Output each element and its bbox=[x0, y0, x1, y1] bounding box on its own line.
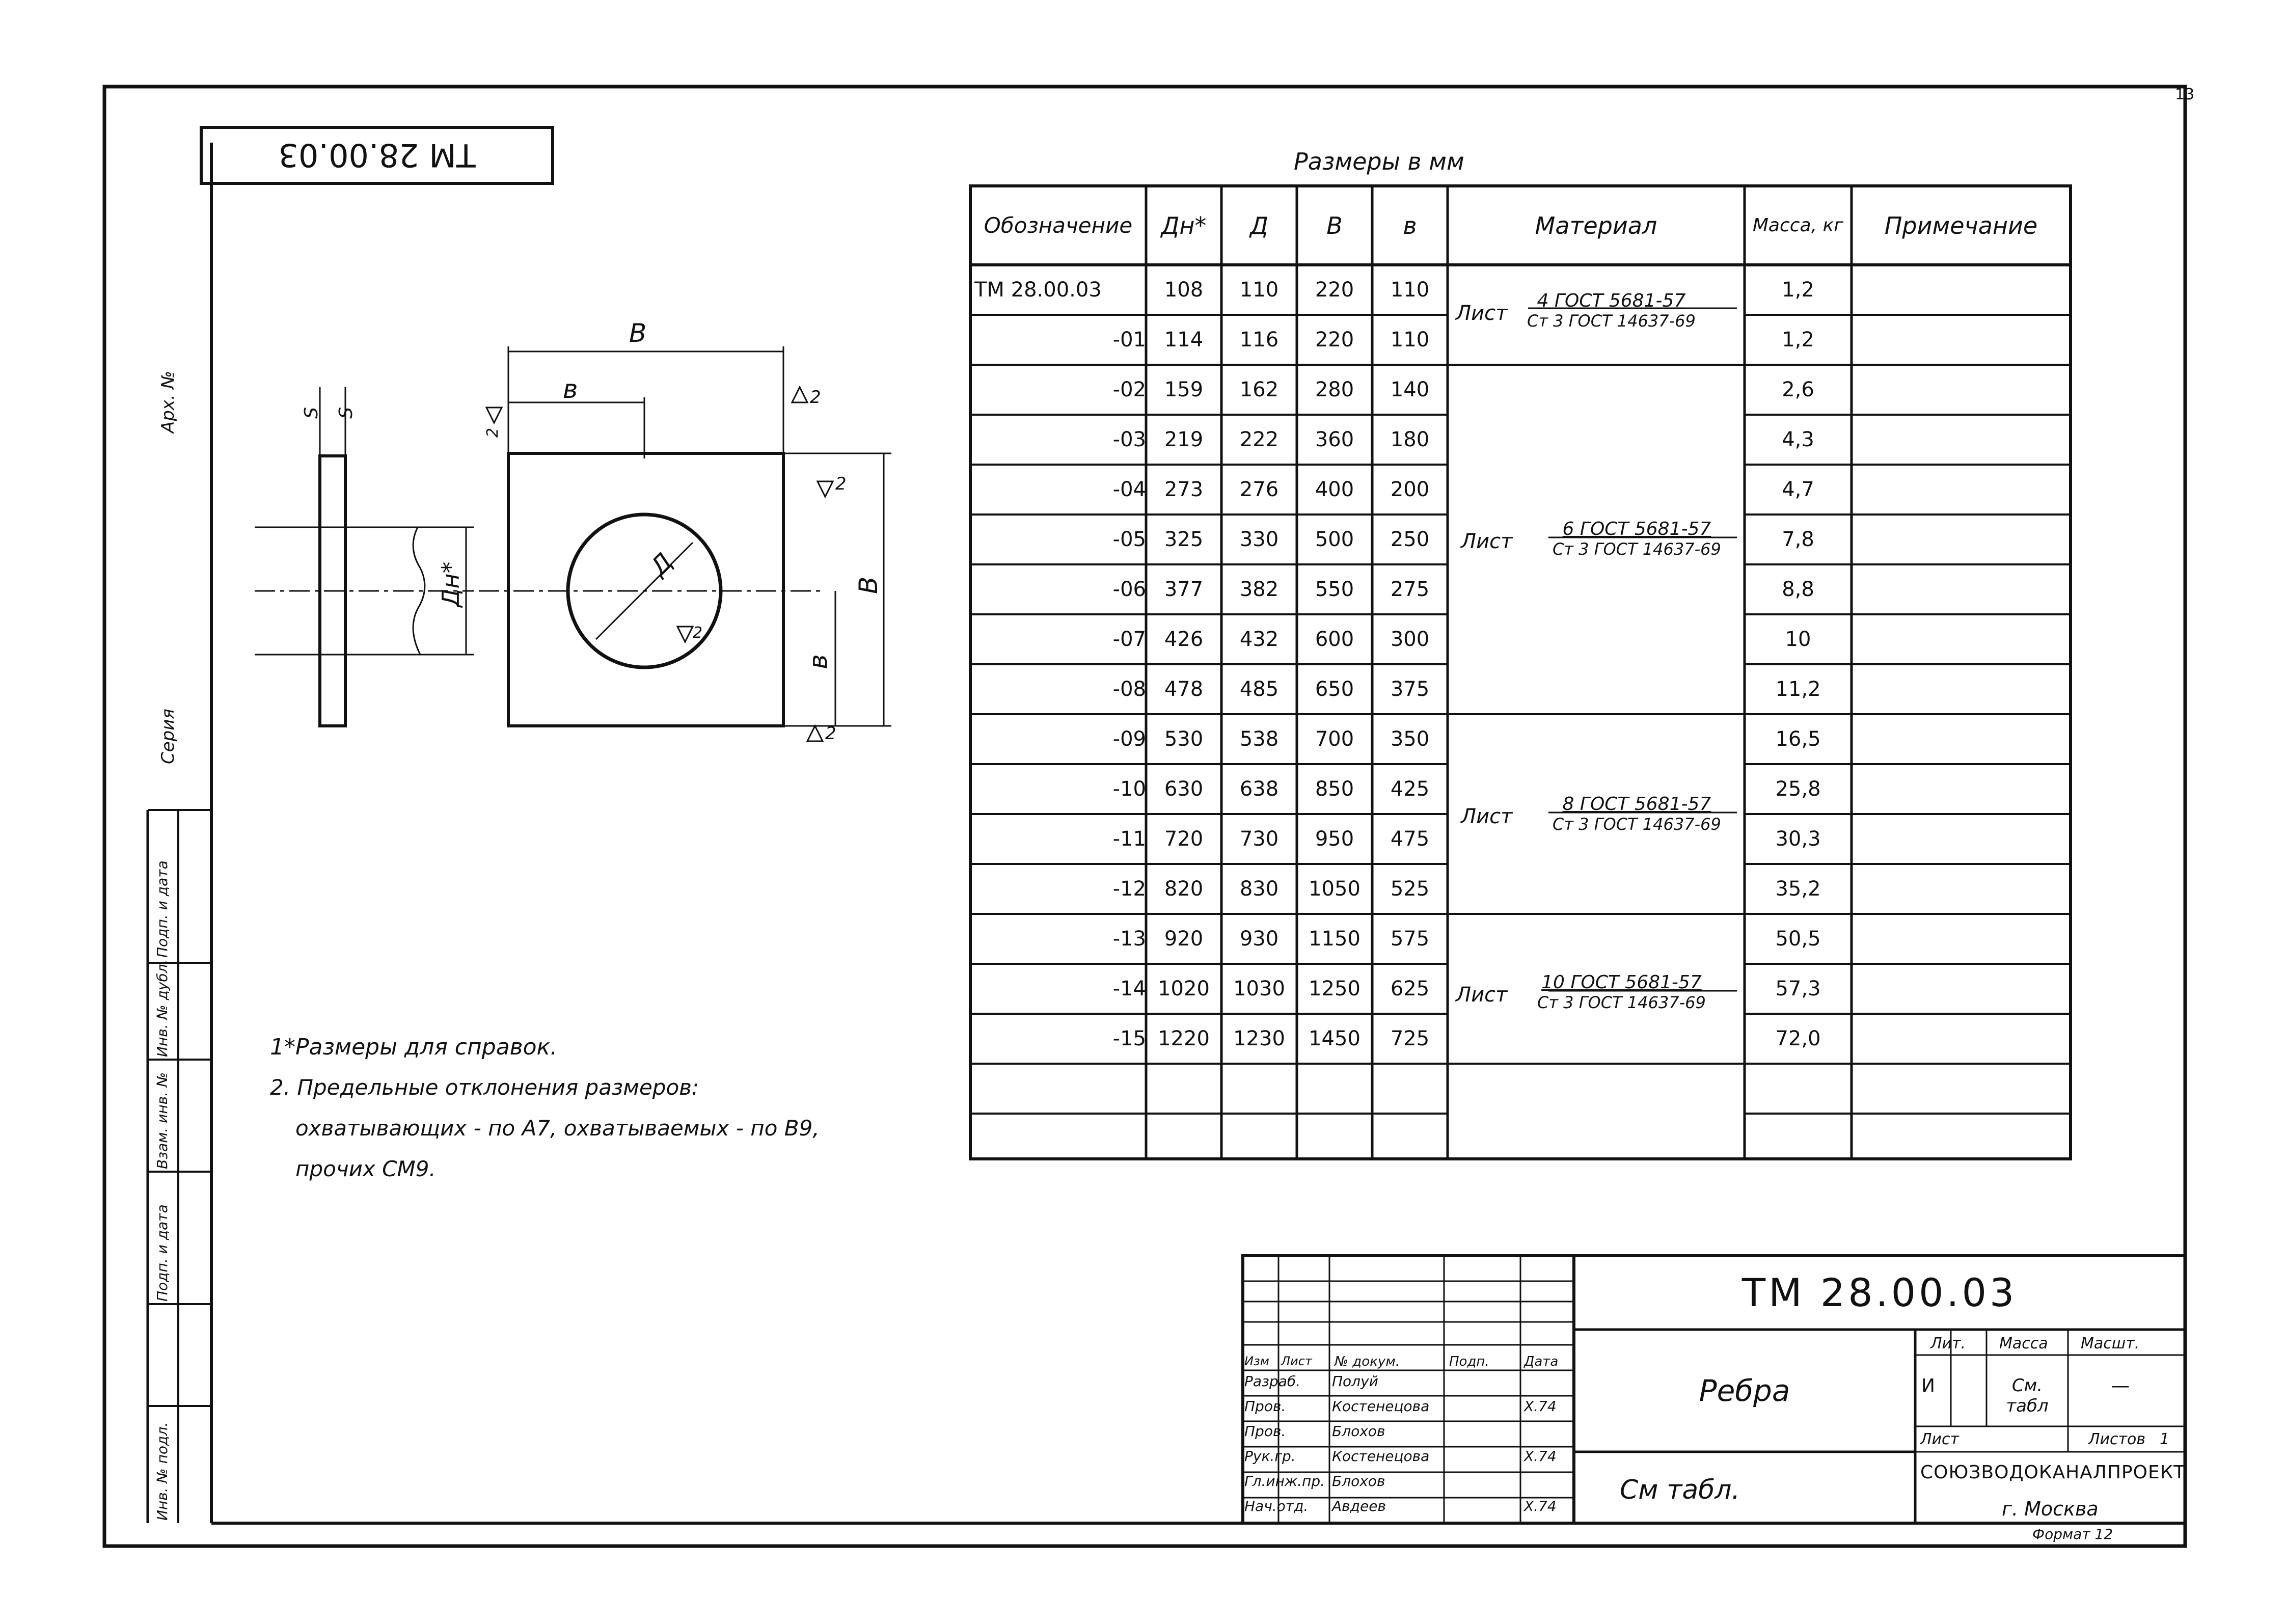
cell-d: 1030 bbox=[1233, 977, 1285, 1000]
cell-b: 475 bbox=[1390, 827, 1430, 851]
cell-mass: 30,3 bbox=[1775, 827, 1821, 851]
tb-role-name: Блохов bbox=[1332, 1473, 1385, 1490]
cell-mass: 1,2 bbox=[1782, 278, 1814, 302]
material-spec: 4 ГОСТ 5681-57 bbox=[1537, 290, 1686, 311]
cell-mass: 16,5 bbox=[1775, 727, 1821, 751]
material-word: Лист bbox=[1456, 983, 1508, 1007]
header-b: в bbox=[1403, 211, 1417, 239]
side-label-series: Серия bbox=[158, 709, 178, 764]
cell-dn: 377 bbox=[1164, 578, 1204, 601]
tb-sheets-value: 1 bbox=[2160, 1430, 2170, 1448]
cell-B: 850 bbox=[1315, 777, 1354, 801]
cell-B: 500 bbox=[1315, 528, 1354, 551]
cell-dn: 426 bbox=[1164, 628, 1204, 651]
tb-sheet-label: Лист bbox=[1920, 1430, 1960, 1448]
note-line-1: 1*Размеры для справок. bbox=[270, 1034, 558, 1060]
cell-B: 220 bbox=[1315, 328, 1354, 351]
tb-col-izm: Изм bbox=[1244, 1354, 1269, 1368]
tb-col-doc: № докум. bbox=[1335, 1354, 1400, 1369]
tb-col-sign: Подп. bbox=[1449, 1354, 1489, 1369]
material-word: Лист bbox=[1456, 302, 1508, 325]
roughness-mark-2: 2 bbox=[810, 387, 821, 408]
roughness-mark-5: 2 bbox=[693, 624, 703, 642]
dim-label-b-top: в bbox=[563, 374, 578, 404]
tb-lit-value: И bbox=[1921, 1375, 1935, 1396]
material-spec: 10 ГОСТ 5681-57 bbox=[1541, 972, 1702, 993]
cell-mass: 1,2 bbox=[1782, 328, 1814, 351]
cell-b: 375 bbox=[1390, 678, 1430, 701]
cell-b: 625 bbox=[1390, 977, 1430, 1000]
cell-mass: 4,3 bbox=[1782, 428, 1814, 451]
cell-B: 220 bbox=[1315, 278, 1354, 302]
cell-B: 360 bbox=[1315, 428, 1354, 451]
cell-dn: 159 bbox=[1164, 378, 1204, 401]
cell-designation: -02 bbox=[1112, 378, 1146, 401]
side-label-inv-podl: Инв. № подл. bbox=[154, 1422, 171, 1521]
cell-d: 830 bbox=[1239, 877, 1279, 901]
cell-designation: -15 bbox=[1112, 1027, 1146, 1050]
cell-B: 1150 bbox=[1309, 927, 1360, 951]
cell-B: 700 bbox=[1315, 727, 1354, 751]
tb-mass-value: См. табл bbox=[2006, 1375, 2049, 1416]
cell-d: 1230 bbox=[1233, 1027, 1285, 1050]
tb-scale-value: — bbox=[2111, 1375, 2130, 1396]
material-grade: Ст 3 ГОСТ 14637-69 bbox=[1527, 311, 1696, 331]
tb-role-date: X.74 bbox=[1524, 1498, 1557, 1514]
roughness-mark-3: 2 bbox=[835, 474, 847, 494]
cell-dn: 920 bbox=[1164, 927, 1204, 951]
material-word: Лист bbox=[1461, 805, 1513, 828]
cell-d: 485 bbox=[1239, 678, 1279, 701]
material-grade: Ст 3 ГОСТ 14637-69 bbox=[1553, 815, 1721, 834]
cell-designation: -07 bbox=[1112, 628, 1146, 651]
header-note: Примечание bbox=[1884, 211, 2038, 239]
cell-designation: ТМ 28.00.03 bbox=[974, 278, 1102, 302]
cell-mass: 8,8 bbox=[1782, 578, 1814, 601]
title-block-code: ТМ 28.00.03 bbox=[1741, 1270, 2018, 1315]
cell-dn: 478 bbox=[1164, 678, 1204, 701]
cell-b: 525 bbox=[1390, 877, 1430, 901]
cell-b: 180 bbox=[1390, 428, 1430, 451]
tb-role-name: Блохов bbox=[1332, 1423, 1385, 1440]
cell-designation: -01 bbox=[1112, 328, 1146, 351]
cell-b: 300 bbox=[1390, 628, 1430, 651]
tb-role: Нач.отд. bbox=[1244, 1498, 1309, 1514]
tb-role-name: Полуй bbox=[1332, 1373, 1378, 1390]
cell-mass: 11,2 bbox=[1775, 678, 1821, 701]
cell-designation: -11 bbox=[1112, 827, 1146, 851]
cell-dn: 1020 bbox=[1158, 977, 1210, 1000]
tb-role: Пров. bbox=[1244, 1398, 1286, 1415]
tb-role: Пров. bbox=[1244, 1423, 1286, 1440]
cell-designation: -13 bbox=[1112, 927, 1146, 951]
cell-B: 1050 bbox=[1309, 877, 1360, 901]
cell-mass: 4,7 bbox=[1782, 478, 1814, 501]
tb-format: Формат 12 bbox=[2032, 1526, 2113, 1542]
cell-b: 250 bbox=[1390, 528, 1430, 551]
cell-designation: -09 bbox=[1112, 727, 1146, 751]
cell-designation: -08 bbox=[1112, 678, 1146, 701]
cell-dn: 530 bbox=[1164, 727, 1204, 751]
header-dn: Дн* bbox=[1161, 211, 1207, 239]
note-line-4: прочих СМ9. bbox=[295, 1156, 436, 1181]
tb-role-name: Авдеев bbox=[1332, 1498, 1386, 1514]
cell-b: 275 bbox=[1390, 578, 1430, 601]
cell-designation: -12 bbox=[1112, 877, 1146, 901]
side-label-inv-dubl: Инв. № дубл. bbox=[154, 959, 171, 1057]
note-line-3: охватывающих - по А7, охватываемых - по В9, bbox=[295, 1116, 820, 1141]
side-label-podp-data: Подп. и дата bbox=[154, 860, 171, 958]
cell-B: 950 bbox=[1315, 827, 1354, 851]
cell-mass: 50,5 bbox=[1775, 927, 1821, 951]
tb-role: Разраб. bbox=[1244, 1373, 1301, 1390]
cell-mass: 25,8 bbox=[1775, 777, 1821, 801]
cell-d: 330 bbox=[1239, 528, 1279, 551]
header-material: Материал bbox=[1535, 211, 1657, 239]
material-grade: Ст 3 ГОСТ 14637-69 bbox=[1537, 993, 1706, 1012]
tb-org: СОЮЗВОДОКАНАЛПРОЕКТ bbox=[1920, 1462, 2186, 1483]
tb-col-date: Дата bbox=[1524, 1354, 1559, 1369]
cell-dn: 630 bbox=[1164, 777, 1204, 801]
cell-mass: 10 bbox=[1785, 628, 1811, 651]
cell-B: 1250 bbox=[1309, 977, 1360, 1000]
cell-d: 110 bbox=[1239, 278, 1279, 302]
material-grade: Ст 3 ГОСТ 14637-69 bbox=[1553, 539, 1721, 559]
cell-d: 730 bbox=[1239, 827, 1279, 851]
dim-label-s2: S bbox=[335, 407, 357, 419]
dim-label-B-right: В bbox=[854, 576, 884, 594]
tb-role-name: Костенецова bbox=[1332, 1398, 1430, 1415]
tb-city: г. Москва bbox=[2002, 1498, 2099, 1520]
tb-sheets-label: Листов bbox=[2088, 1430, 2146, 1448]
cell-designation: -04 bbox=[1112, 478, 1146, 501]
dimensions-caption: Размеры в мм bbox=[1294, 148, 1464, 175]
side-label-podp-data-2: Подп. и дата bbox=[154, 1204, 171, 1302]
cell-B: 550 bbox=[1315, 578, 1354, 601]
cell-mass: 72,0 bbox=[1775, 1027, 1821, 1050]
cell-mass: 7,8 bbox=[1782, 528, 1814, 551]
cell-mass: 2,6 bbox=[1782, 378, 1814, 401]
cell-d: 276 bbox=[1239, 478, 1279, 501]
cell-dn: 1220 bbox=[1158, 1027, 1210, 1050]
tb-role-date: X.74 bbox=[1524, 1448, 1557, 1465]
tb-mass-label: Масса bbox=[1999, 1335, 2048, 1352]
cell-B: 650 bbox=[1315, 678, 1354, 701]
tb-scale-label: Масшт. bbox=[2081, 1335, 2140, 1352]
page-corner-number: 13 bbox=[2175, 86, 2195, 103]
dim-label-dn: Дн* bbox=[437, 561, 465, 607]
cell-designation: -05 bbox=[1112, 528, 1146, 551]
cell-b: 110 bbox=[1390, 328, 1430, 351]
cell-B: 600 bbox=[1315, 628, 1354, 651]
cell-b: 140 bbox=[1390, 378, 1430, 401]
cell-B: 280 bbox=[1315, 378, 1354, 401]
cell-B: 400 bbox=[1315, 478, 1354, 501]
cell-dn: 114 bbox=[1164, 328, 1204, 351]
cell-d: 930 bbox=[1239, 927, 1279, 951]
cell-mass: 35,2 bbox=[1775, 877, 1821, 901]
cell-dn: 720 bbox=[1164, 827, 1204, 851]
cell-designation: -10 bbox=[1112, 777, 1146, 801]
side-label-vzam-inv: Взам. инв. № bbox=[154, 1072, 171, 1169]
cell-dn: 219 bbox=[1164, 428, 1204, 451]
cell-d: 162 bbox=[1239, 378, 1279, 401]
cell-b: 110 bbox=[1390, 278, 1430, 302]
cell-d: 538 bbox=[1239, 727, 1279, 751]
cell-d: 116 bbox=[1239, 328, 1279, 351]
dim-label-B-top: В bbox=[629, 318, 647, 348]
dim-label-s1: S bbox=[301, 407, 322, 419]
dim-label-b-right: в bbox=[803, 654, 833, 669]
material-word: Лист bbox=[1461, 530, 1513, 553]
cell-b: 200 bbox=[1390, 478, 1430, 501]
roughness-mark-4: 2 bbox=[825, 723, 836, 744]
cell-b: 425 bbox=[1390, 777, 1430, 801]
cell-mass: 57,3 bbox=[1775, 977, 1821, 1000]
note-line-2: 2. Предельные отклонения размеров: bbox=[270, 1075, 699, 1100]
cell-d: 432 bbox=[1239, 628, 1279, 651]
side-label-arh: Арх. № bbox=[158, 371, 178, 433]
tb-role-name: Костенецова bbox=[1332, 1448, 1430, 1465]
cell-dn: 273 bbox=[1164, 478, 1204, 501]
header-mass: Масса, кг bbox=[1752, 215, 1844, 236]
material-spec: 6 ГОСТ 5681-57 bbox=[1562, 519, 1711, 539]
cell-designation: -03 bbox=[1112, 428, 1146, 451]
tb-col-list: Лист bbox=[1281, 1354, 1312, 1368]
tb-role-date: X.74 bbox=[1524, 1398, 1557, 1415]
cell-b: 725 bbox=[1390, 1027, 1430, 1050]
cell-d: 382 bbox=[1239, 578, 1279, 601]
cell-dn: 325 bbox=[1164, 528, 1204, 551]
cell-designation: -06 bbox=[1112, 578, 1146, 601]
cell-d: 638 bbox=[1239, 777, 1279, 801]
cell-designation: -14 bbox=[1112, 977, 1146, 1000]
tb-lit-label: Лит. bbox=[1930, 1335, 1966, 1352]
cell-d: 222 bbox=[1239, 428, 1279, 451]
title-block-material: См табл. bbox=[1620, 1475, 1740, 1505]
rotated-stamp: ТМ 28.00.03 bbox=[278, 137, 476, 174]
tb-role: Рук.гр. bbox=[1244, 1448, 1296, 1465]
header-designation: Обозначение bbox=[984, 213, 1133, 238]
header-d: Д bbox=[1250, 211, 1268, 239]
cell-dn: 820 bbox=[1164, 877, 1204, 901]
header-B: В bbox=[1326, 211, 1343, 239]
cell-dn: 108 bbox=[1164, 278, 1204, 302]
roughness-mark-1: 2 bbox=[484, 427, 502, 438]
cell-b: 575 bbox=[1390, 927, 1430, 951]
tb-role: Гл.инж.пр. bbox=[1244, 1473, 1325, 1490]
cell-b: 350 bbox=[1390, 727, 1430, 751]
material-spec: 8 ГОСТ 5681-57 bbox=[1562, 794, 1711, 815]
dim-label-D: Д bbox=[644, 547, 678, 582]
cell-B: 1450 bbox=[1309, 1027, 1360, 1050]
title-block-name: Ребра bbox=[1699, 1373, 1790, 1408]
